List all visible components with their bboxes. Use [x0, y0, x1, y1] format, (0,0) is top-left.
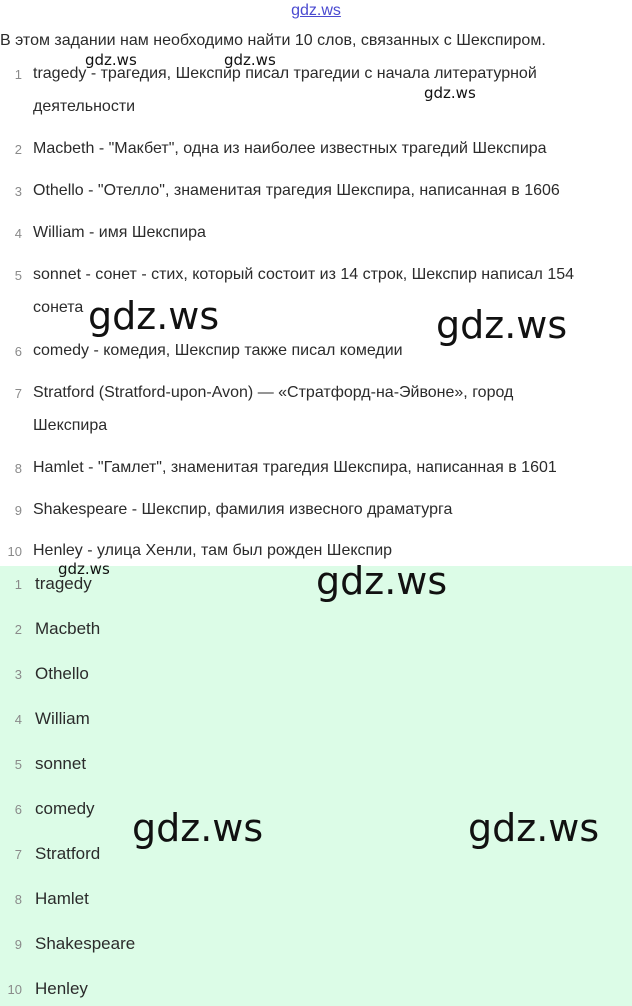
word-number: 10 — [7, 982, 22, 997]
word-number: 3 — [14, 667, 22, 682]
item-number: 1 — [14, 67, 22, 82]
watermark: gdz.ws — [132, 806, 264, 850]
site-link[interactable]: gdz.ws — [291, 2, 341, 19]
watermark: gdz.ws — [88, 294, 220, 338]
item-number: 9 — [14, 503, 22, 518]
item-text: Шекспира — [33, 417, 108, 434]
item-text: sonnet - сонет - стих, который состоит из 14 строк, Шекспир написал 154 — [33, 266, 575, 283]
item-text: Macbeth - "Макбет", одна из наиболее известных трагедий Шекспира — [33, 140, 547, 157]
item-number: 8 — [14, 461, 22, 476]
watermark: gdz.ws — [424, 84, 476, 102]
word-number: 2 — [14, 622, 22, 637]
item-number: 6 — [14, 344, 22, 359]
word-number: 4 — [14, 712, 22, 727]
word-text: William — [35, 709, 90, 728]
watermark: gdz.ws — [224, 51, 276, 69]
item-text: Hamlet - "Гамлет", знаменитая трагедия Шекспира, написанная в 1601 — [33, 459, 557, 476]
item-text: Shakespeare - Шекспир, фамилия извесного драматурга — [33, 501, 453, 518]
item-text: William - имя Шекспира — [33, 224, 206, 241]
word-number: 5 — [14, 757, 22, 772]
item-number: 5 — [14, 268, 22, 283]
word-text: Hamlet — [35, 889, 89, 908]
word-text: Shakespeare — [35, 934, 136, 953]
word-text: Othello — [35, 664, 89, 683]
word-number: 6 — [14, 802, 22, 817]
word-number: 1 — [14, 577, 22, 592]
word-text: Stratford — [35, 844, 101, 863]
watermark: gdz.ws — [85, 51, 137, 69]
item-text: деятельности — [33, 98, 136, 115]
item-text: Stratford (Stratford-upon-Avon) — «Стратфорд-на-Эйвоне», город — [33, 384, 514, 401]
item-text: tragedy - трагедия, Шекспир писал трагедии с начала литературной — [33, 65, 537, 82]
watermark: gdz.ws — [436, 303, 568, 347]
item-number: 2 — [14, 142, 22, 157]
item-number: 10 — [7, 544, 22, 559]
word-number: 9 — [14, 937, 22, 952]
intro-text: В этом задании нам необходимо найти 10 слов, связанных с Шекспиром. — [0, 32, 546, 49]
watermark: gdz.ws — [468, 806, 600, 850]
item-text: Henley - улица Хенли, там был рожден Шекспир — [33, 542, 393, 559]
item-text: comedy - комедия, Шекспир также писал комедии — [33, 342, 403, 359]
word-number: 8 — [14, 892, 22, 907]
watermark: gdz.ws — [316, 559, 448, 603]
item-number: 3 — [14, 184, 22, 199]
item-text: сонета — [33, 299, 84, 316]
word-text: sonnet — [35, 754, 87, 773]
watermark: gdz.ws — [58, 560, 110, 578]
word-text: tragedy — [35, 574, 92, 593]
word-text: comedy — [35, 799, 95, 818]
item-number: 7 — [14, 386, 22, 401]
answer-words-panel — [0, 566, 632, 1006]
item-number: 4 — [14, 226, 22, 241]
word-text: Henley — [35, 979, 88, 998]
item-text: Othello - "Отелло", знаменитая трагедия Шекспира, написанная в 1606 — [33, 182, 560, 199]
word-text: Macbeth — [35, 619, 101, 638]
word-number: 7 — [14, 847, 22, 862]
